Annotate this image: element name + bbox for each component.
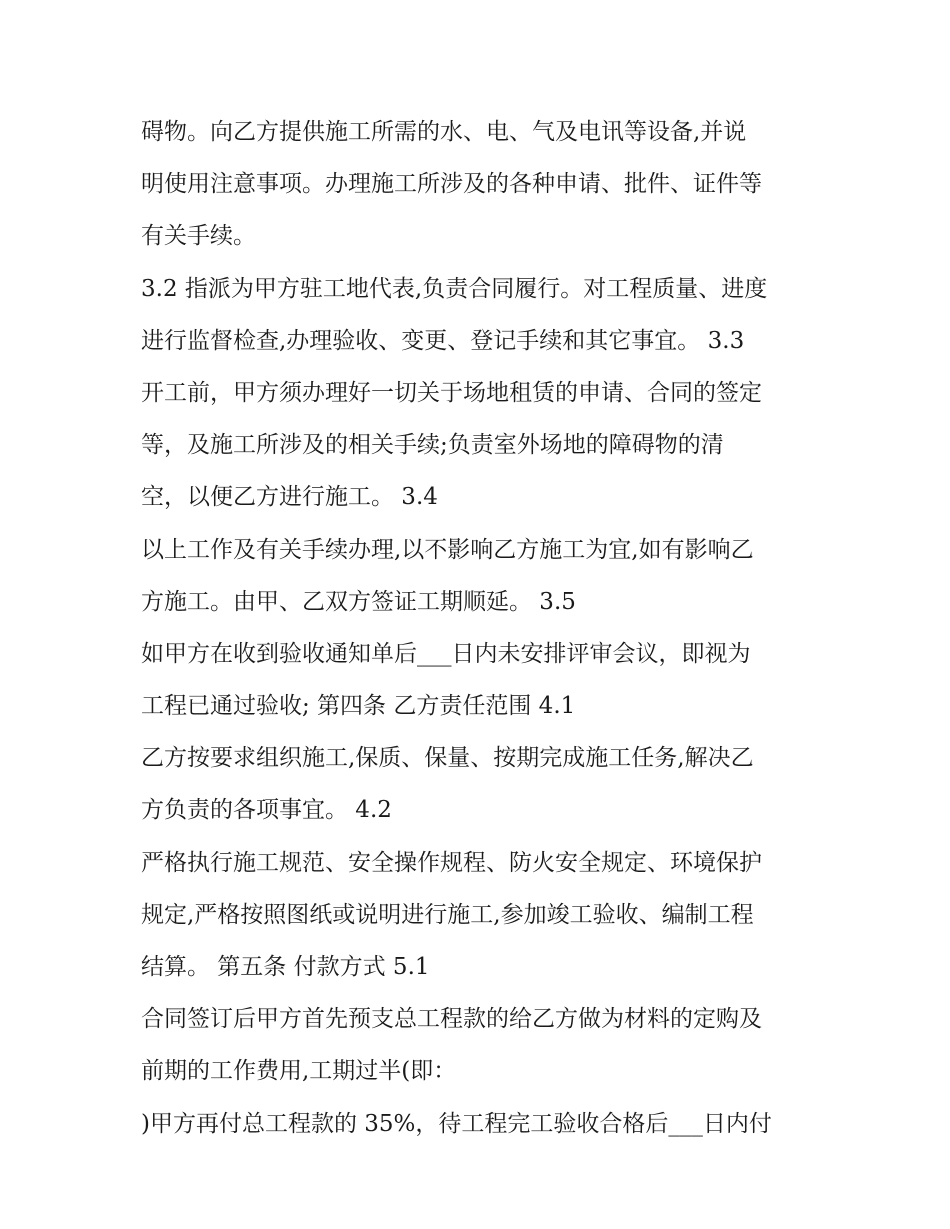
text-line: 碍物。向乙方提供施工所需的水、电、气及电讯等设备,并说 (141, 119, 747, 145)
text-line: 以上工作及有关手续办理,以不影响乙方施工为宜,如有影响乙 (141, 536, 754, 563)
text-line: 严格执行施工规范、安全操作规程、防火安全规定、环境保护 (141, 849, 762, 876)
text-line: 有关手续。 (141, 223, 256, 250)
text-line: )甲方再付总工程款的 35%，待工程完工验收合格后___日内付 (141, 1110, 772, 1137)
text-line: 如甲方在收到验收通知单后___日内未安排评审会议，即视为 (141, 640, 751, 667)
text-line: 明使用注意事项。办理施工所涉及的各种申请、批件、证件等 (141, 171, 762, 198)
text-line: 等，及施工所涉及的相关手续;负责室外场地的障碍物的清 (141, 432, 724, 459)
text-line: 空，以便乙方进行施工。 3.4 (141, 484, 438, 511)
text-line: 合同签订后甲方首先预支总工程款的给乙方做为材料的定购及 (141, 1006, 762, 1033)
text-line: 方施工。由甲、乙双方签证工期顺延。 3.5 (141, 588, 576, 615)
text-line: 3.2 指派为甲方驻工地代表,负责合同履行。对工程质量、进度 (141, 275, 768, 302)
text-line: 规定,严格按照图纸或说明进行施工,参加竣工验收、编制工程 (141, 901, 754, 928)
contract-text (141, 106, 821, 1150)
text-line: 乙方按要求组织施工,保质、保量、按期完成施工任务,解决乙 (141, 745, 754, 772)
text-line: 方负责的各项事宜。 4.2 (141, 797, 392, 824)
text-line: 进行监督检查,办理验收、变更、登记手续和其它事宜。 3.3 (141, 327, 745, 354)
text-line: 前期的工作费用,工期过半(即： (141, 1058, 457, 1085)
text-line: 工程已通过验收; 第四条 乙方责任范围 4.1 (141, 693, 576, 720)
text-line: 结算。 第五条 付款方式 5.1 (141, 954, 430, 980)
text-line: 开工前，甲方须办理好一切关于场地租赁的申请、合同的签定 (141, 379, 762, 406)
